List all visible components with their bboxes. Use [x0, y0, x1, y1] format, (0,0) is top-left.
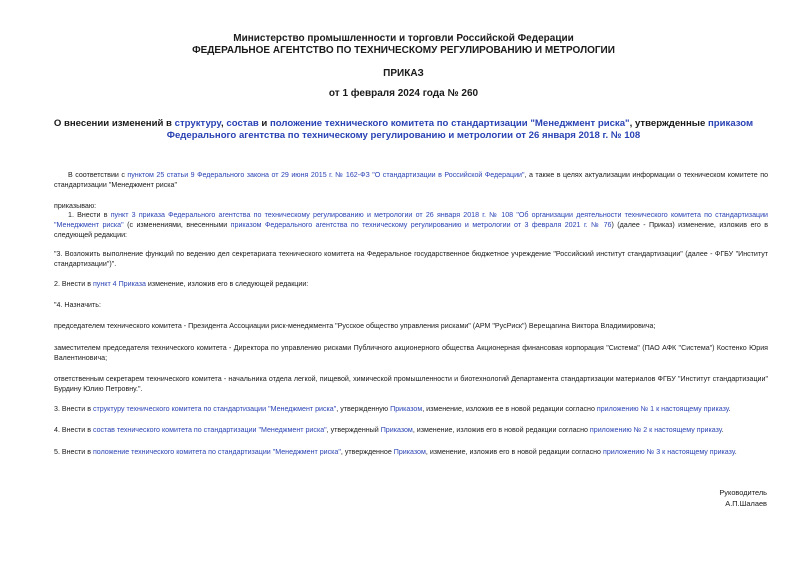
item-5: 5. Внести в положение технического комитета по стандартизации "Менеджмент риска", утвержденное Приказом, изменение, изложив его в новой редакции согласно приложению № 3 к настоящему приказу. [54, 448, 737, 456]
secretary-paragraph: ответственным секретарем технического комитета - начальника отдела легкой, пищевой, химической промышленности и биотехнологий Департамента стандартизации материалов ФГБУ "Институт стандартизации" Бурдину Юлию Петровну.". [54, 375, 768, 393]
signature-role: Руководитель [719, 488, 767, 497]
link-regulation[interactable]: положение технического комитета по стандартизации "Менеджмент риска" [269, 118, 630, 129]
doc-title: О внесении изменений в структуру, состав и положение технического комитета по стандартизации "Менеджмент риска", утвержденные приказом Федерального агентства по техническому регулированию и метрологии от 26 января 2018 г. № 108 [53, 118, 754, 141]
item-2: 2. Внести в пункт 4 Приказа изменение, изложив его в следующей редакции: [54, 280, 309, 288]
link-item2-clause4[interactable]: пункт 4 Приказа [92, 280, 146, 288]
agency-name: ФЕДЕРАЛЬНОЕ АГЕНТСТВО ПО ТЕХНИЧЕСКОМУ РЕГУЛИРОВАНИЮ И МЕТРОЛОГИИ [192, 45, 615, 56]
link-item3-order[interactable]: Приказом [390, 405, 423, 413]
link-item4-order[interactable]: Приказом [380, 426, 413, 434]
link-structure[interactable]: структуру [174, 118, 222, 129]
link-appendix-2[interactable]: приложению № 2 к настоящему приказу [589, 426, 722, 434]
link-item5-regulation[interactable]: положение технического комитета по стандартизации "Менеджмент риска" [92, 448, 341, 456]
chair-paragraph: председателем технического комитета - Президента Ассоциации риск-менеджмента "Русское общество управления рисками" (АРМ "РусРиск") Верещагина Виктора Владимировича; [54, 322, 656, 330]
intro-paragraph: В соответствии с пунктом 25 статьи 9 Федерального закона от 29 июня 2015 г. № 162-ФЗ "О стандартизации в Российской Федерации", а также в целях актуализации информации о техническом комитете по стандартизации "Менеджмент риска" [54, 171, 769, 189]
link-item5-order[interactable]: Приказом [393, 448, 426, 456]
quote-4: "4. Назначить: [54, 301, 101, 309]
deputy-paragraph: заместителем председателя технического комитета - Директора по управлению рисками Публичного акционерного общества Акционерная финансовая корпорация "Система" (ПАО АФК "Система") Костенко Юрия Валентиновича; [54, 344, 768, 362]
link-item1-order76[interactable]: приказом Федерального агентства по техническому регулированию и метрологии от 3 февраля 2021 г. № 76 [230, 221, 612, 229]
signature-name: А.П.Шалаев [725, 499, 767, 508]
link-order-108[interactable]: приказом Федерального агентства по техническому регулированию и метрологии от 26 января 2018 г. № 108 [166, 118, 754, 141]
order-word: приказываю: [54, 202, 97, 210]
link-item1-order108[interactable]: пункт 3 приказа Федерального агентства по техническому регулированию и метрологии от 26 января 2018 г. № 108 "Об организации деятельности технического комитета по стандартизации "Менеджмент риска" [54, 211, 768, 229]
item-1: 1. Внести в пункт 3 приказа Федерального агентства по техническому регулированию и метрологии от 26 января 2018 г. № 108 "Об организации деятельности технического комитета по стандартизации "Менеджмент риска" (с изменениями, внесенными приказом Федерального агентства по техническому регулированию и метрологии от 3 февраля 2021 г. № 76) (далее - Приказ) изменение, изложив его в следующей редакции: [54, 211, 768, 239]
link-federal-law[interactable]: пунктом 25 статьи 9 Федерального закона от 29 июня 2015 г. № 162-ФЗ "О стандартизации в Российской Федерации" [127, 171, 525, 179]
ministry-name: Министерство промышленности и торговли Российской Федерации [233, 33, 574, 44]
quote-3: "3. Возложить выполнение функций по ведению дел секретариата технического комитета на Федеральное государственное бюджетное учреждение "Российский институт стандартизации" (далее - ФГБУ "Институт стандартизации")". [54, 250, 768, 268]
link-item4-composition[interactable]: состав технического комитета по стандартизации "Менеджмент риска" [92, 426, 327, 434]
item-4: 4. Внести в состав технического комитета по стандартизации "Менеджмент риска", утвержденный Приказом, изменение, изложив его в новой редакции согласно приложению № 2 к настоящему приказу. [54, 426, 724, 434]
link-composition[interactable]: состав [226, 118, 259, 129]
link-item3-structure[interactable]: структуру технического комитета по стандартизации "Менеджмент риска" [92, 405, 337, 413]
item-3: 3. Внести в структуру технического комитета по стандартизации "Менеджмент риска", утвержденную Приказом, изменение, изложив ее в новой редакции согласно приложению № 1 к настоящему приказу. [54, 405, 731, 413]
link-appendix-3[interactable]: приложению № 3 к настоящему приказу [602, 448, 735, 456]
doc-date-number: от 1 февраля 2024 года № 260 [328, 88, 479, 99]
link-appendix-1[interactable]: приложению № 1 к настоящему приказу [596, 405, 729, 413]
doc-type: ПРИКАЗ [383, 68, 424, 79]
